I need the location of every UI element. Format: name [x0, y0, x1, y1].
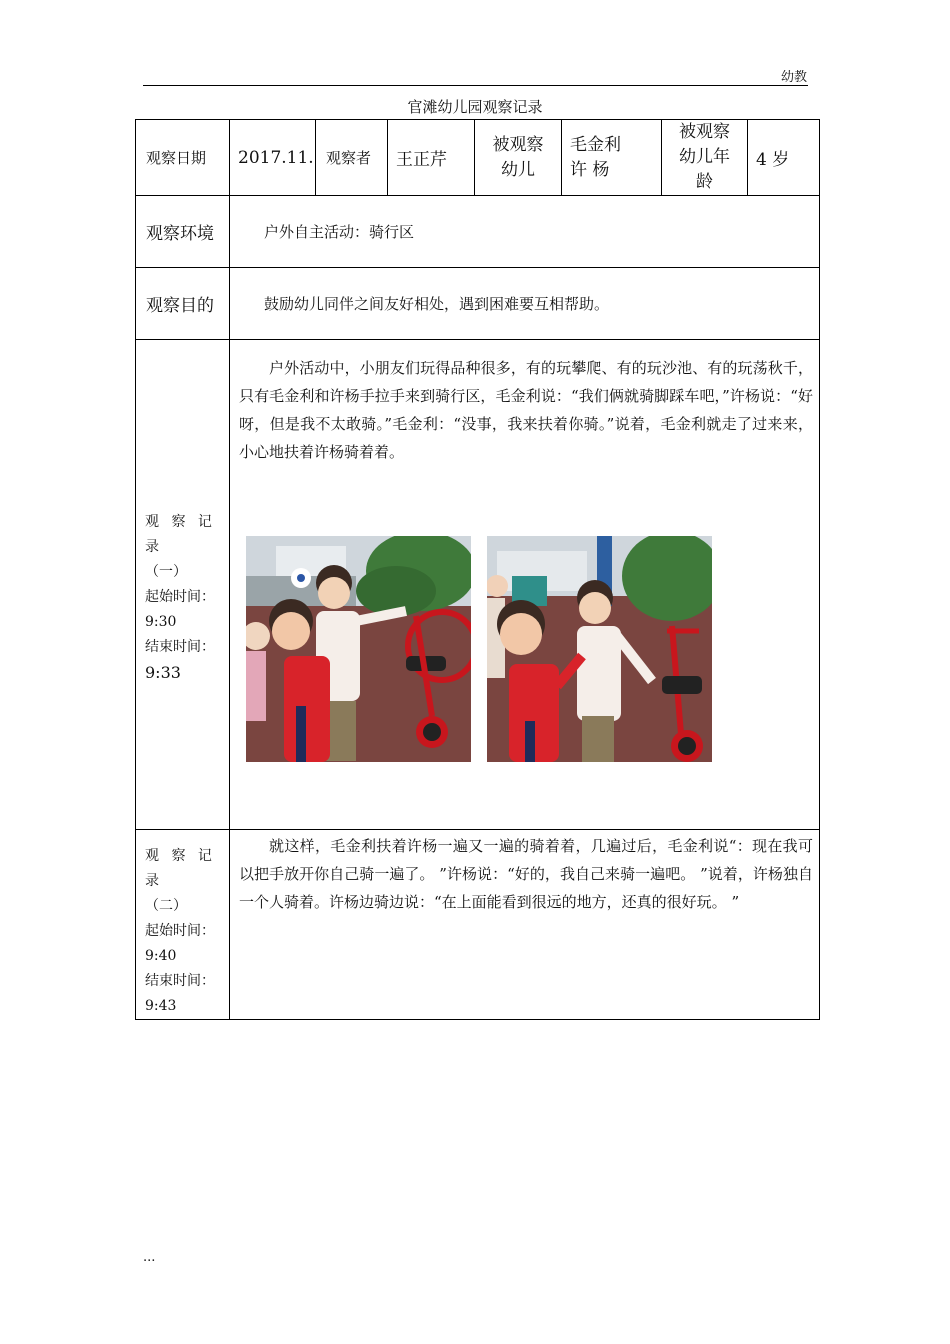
record1-end-label: 结束时间：	[145, 639, 215, 655]
child-name-1: 毛金利	[570, 134, 621, 155]
date-label: 观察日期	[136, 120, 230, 196]
environment-text: 户外自主活动：骑行区	[230, 196, 820, 268]
activity-photo-1	[246, 536, 471, 762]
activity-photo-2	[487, 536, 712, 762]
environment-row	[136, 196, 820, 268]
record1-row	[136, 340, 820, 830]
child-age-label-line1: 被观察	[679, 122, 730, 142]
record2-start-label: 起始时间：	[145, 923, 215, 939]
record2-text: 就这样，毛金利扶着许杨一遍又一遍的骑着着，几遍过后，毛金利说“：现在我可以把手放开你自己骑一遍了。 ”许杨说：“好的，我自己来骑一遍吧。 ”说着，许杨独自一个人骑着。许杨边骑边说：“在上面能看到很远的地方，还真的很好玩。 ”	[239, 837, 813, 911]
environment-label: 观察环境	[136, 196, 230, 268]
record2-start-value: 9:40	[145, 948, 177, 964]
observed-child-label-line1: 被观察	[492, 134, 544, 155]
observer-label: 观察者	[316, 120, 388, 196]
child-age-value: 4 岁	[748, 120, 820, 196]
child-age-label-line3: 龄	[696, 172, 713, 192]
record1-text: 户外活动中，小朋友们玩得品种很多，有的玩攀爬、有的玩沙池、有的玩荡秋千，只有毛金利和许杨手拉手来到骑行区，毛金利说：“我们俩就骑脚踩车吧，”许杨说：“好呀，但是我不太敢骑。”毛金利：“没事，我来扶着你骑。”说着，毛金利就走了过来来，小心地扶着许杨骑着着。	[239, 359, 813, 461]
record1-start-value: 9:30	[145, 614, 177, 630]
record1-label	[136, 340, 230, 830]
record2-end-label: 结束时间：	[145, 973, 215, 989]
header-label: 幼教	[780, 70, 807, 85]
child-name-2: 许 杨	[570, 159, 610, 180]
record2-number: （二）	[145, 898, 187, 914]
record2-row	[136, 830, 820, 1020]
purpose-text: 鼓励幼儿同伴之间友好相处，遇到困难要互相帮助。	[230, 268, 820, 340]
footer-ellipsis: ...	[143, 1250, 156, 1265]
observed-child-names	[562, 120, 662, 196]
record2-title: 观 察 记 录	[145, 848, 216, 889]
purpose-row	[136, 268, 820, 340]
child-age-label	[662, 120, 748, 196]
header-rule	[143, 85, 808, 86]
record1-start-label: 起始时间：	[145, 589, 215, 605]
record2-end-value: 9:43	[145, 998, 177, 1014]
record1-content	[230, 340, 820, 830]
observed-child-label-line2: 幼儿	[501, 159, 535, 180]
child-age-label-line2: 幼儿年	[679, 147, 730, 167]
record1-title: 观 察 记 录	[145, 514, 216, 555]
observation-table	[135, 119, 820, 1020]
photo-row	[246, 536, 813, 762]
observed-child-label	[475, 120, 562, 196]
header-row	[136, 120, 820, 196]
record1-number: （一）	[145, 564, 187, 580]
record2-content	[230, 830, 820, 1020]
observer-value: 王正芹	[388, 120, 475, 196]
date-value: 2017.11.	[230, 120, 316, 196]
purpose-label: 观察目的	[136, 268, 230, 340]
record2-label	[136, 830, 230, 1020]
document-title: 官滩幼儿园观察记录	[407, 98, 543, 116]
record1-end-value: 9:33	[145, 663, 181, 682]
